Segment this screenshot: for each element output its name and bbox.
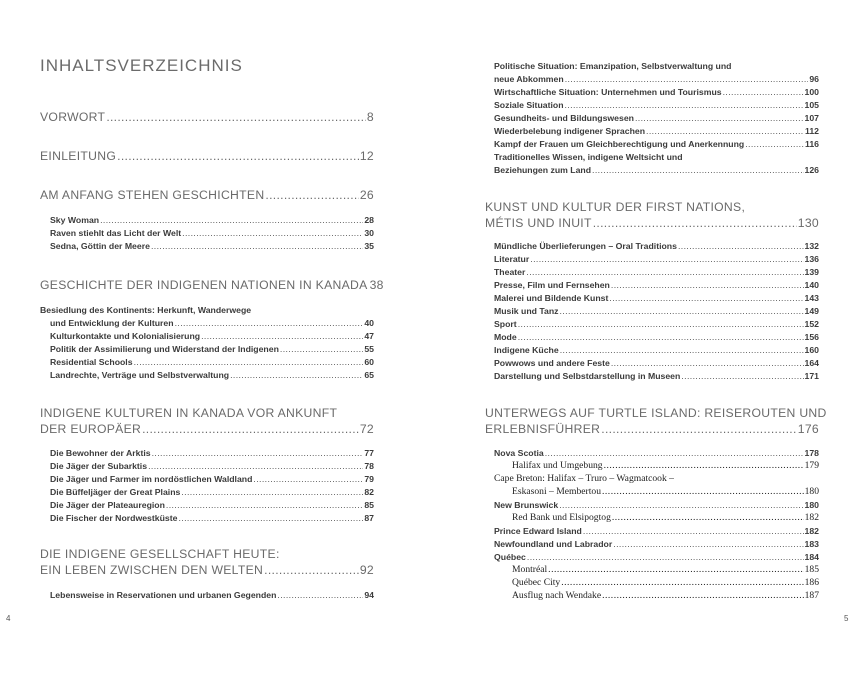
entry-page: 105: [804, 100, 819, 110]
toc-entry[interactable]: [494, 74, 819, 84]
entry-page: 136: [804, 254, 819, 264]
entry-page: 30: [364, 228, 374, 238]
entry-title: Prince Edward Island: [494, 526, 582, 536]
entry-page: 47: [364, 331, 374, 341]
entry-title: Powwows und andere Feste: [494, 358, 610, 368]
entry-page: 180: [804, 500, 819, 510]
toc-chapter[interactable]: [485, 422, 819, 436]
toc-entry[interactable]: [494, 526, 819, 536]
entry-page: 126: [804, 165, 819, 175]
toc-chapter[interactable]: [40, 422, 374, 436]
toc-entry[interactable]: [512, 486, 819, 497]
toc-entry[interactable]: [494, 87, 819, 97]
entry-title: Beziehungen zum Land: [494, 165, 592, 175]
entry-title: und Entwicklung der Kulturen: [50, 318, 174, 328]
toc-entry[interactable]: [494, 448, 819, 458]
entry-page: 183: [804, 539, 819, 549]
chapter-title-line1: UNTERWEGS AUF TURTLE ISLAND: REISEROUTEN UND: [485, 406, 827, 420]
toc-entry[interactable]: [494, 280, 819, 290]
entry-title: Die Büffeljäger der Great Plains: [50, 487, 181, 497]
chapter-title: AM ANFANG STEHEN GESCHICHTEN: [40, 188, 265, 202]
entry-title-line1: Politische Situation: Emanzipation, Selbstverwaltung und: [494, 61, 732, 71]
entry-title: Montréal: [512, 564, 548, 575]
page-number-right: 5: [844, 614, 849, 623]
toc-entry[interactable]: [50, 474, 374, 484]
toc-entry[interactable]: [50, 448, 374, 458]
entry-page: 164: [804, 358, 819, 368]
toc-entry[interactable]: [50, 370, 374, 380]
entry-page: 156: [804, 332, 819, 342]
toc-entry[interactable]: [494, 267, 819, 277]
entry-page: 28: [364, 215, 374, 225]
entry-page: 87: [364, 513, 374, 523]
entry-title: Sedna, Göttin der Meere: [50, 241, 150, 251]
toc-entry[interactable]: [50, 487, 374, 497]
entry-title-line1: Cape Breton: Halifax – Truro – Wagmatcook –: [494, 473, 674, 484]
entry-title: Presse, Film und Fernsehen: [494, 280, 610, 290]
toc-entry[interactable]: [494, 126, 819, 136]
entry-page: 140: [804, 280, 819, 290]
toc-entry[interactable]: [512, 564, 819, 575]
entry-title: Québec: [494, 552, 526, 562]
entry-title: neue Abkommen: [494, 74, 564, 84]
toc-entry[interactable]: [494, 500, 819, 510]
toc-entry[interactable]: [494, 293, 819, 303]
toc-entry[interactable]: [494, 241, 819, 251]
chapter-title-line1: INDIGENE KULTUREN IN KANADA VOR ANKUNFT: [40, 406, 338, 420]
entry-title: Landrechte, Verträge und Selbstverwaltung: [50, 370, 230, 380]
entry-page: 160: [804, 345, 819, 355]
toc-entry[interactable]: [494, 139, 819, 149]
chapter-page: 26: [359, 188, 374, 202]
chapter-page: 176: [797, 422, 819, 436]
entry-title: Lebensweise in Reservationen und urbanen Gegenden: [50, 590, 277, 600]
entry-title: Darstellung und Selbstdarstellung in Museen: [494, 371, 681, 381]
entry-page: 79: [364, 474, 374, 484]
toc-entry[interactable]: [494, 539, 819, 549]
entry-title: Mode: [494, 332, 517, 342]
entry-title: Nova Scotia: [494, 448, 544, 458]
toc-chapter[interactable]: [40, 149, 374, 163]
chapter-page: 72: [359, 422, 374, 436]
chapter-title-line1: DIE INDIGENE GESELLSCHAFT HEUTE:: [40, 547, 280, 561]
chapter-title: MÉTIS UND INUIT: [485, 216, 592, 230]
entry-page: 152: [804, 319, 819, 329]
toc-entry[interactable]: [494, 306, 819, 316]
toc-entry[interactable]: [50, 318, 374, 328]
chapter-title-line1: KUNST UND KULTUR DER FIRST NATIONS,: [485, 200, 746, 214]
toc-entry[interactable]: [50, 500, 374, 510]
entry-page: 149: [804, 306, 819, 316]
entry-page: 77: [364, 448, 374, 458]
entry-page: 94: [364, 590, 374, 600]
toc-entry[interactable]: [512, 512, 819, 523]
toc-entry[interactable]: [50, 344, 374, 354]
toc-entry[interactable]: [494, 254, 819, 264]
entry-title: Sport: [494, 319, 517, 329]
entry-title: Theater: [494, 267, 526, 277]
entry-title: Halifax und Umgebung: [512, 460, 603, 471]
toc-title: INHALTSVERZEICHNIS: [40, 56, 243, 75]
entry-title: Sky Woman: [50, 215, 100, 225]
toc-chapter[interactable]: [40, 110, 374, 124]
page-number-left: 4: [6, 614, 11, 623]
entry-title: Die Fischer der Nordwestküste: [50, 513, 178, 523]
entry-page: 85: [364, 500, 374, 510]
entry-title: Wiederbelebung indigener Sprachen: [494, 126, 646, 136]
chapter-page: 8: [366, 110, 374, 124]
entry-page: 185: [804, 564, 819, 575]
entry-title: Kulturkontakte und Kolonialisierung: [50, 331, 201, 341]
chapter-title: GESCHICHTE DER INDIGENEN NATIONEN IN KANADA: [40, 278, 368, 292]
entry-page: 182: [804, 526, 819, 536]
entry-page: 100: [804, 87, 819, 97]
toc-entry[interactable]: [494, 345, 819, 355]
entry-title: Soziale Situation: [494, 100, 564, 110]
chapter-page: 130: [797, 216, 819, 230]
entry-page: 182: [804, 512, 819, 523]
entry-title: Gesundheits- und Bildungswesen: [494, 113, 634, 123]
entry-page: 139: [804, 267, 819, 277]
toc-entry[interactable]: [50, 331, 374, 341]
entry-page: 65: [364, 370, 374, 380]
entry-page: 178: [804, 448, 819, 458]
toc-entry[interactable]: [494, 332, 819, 342]
chapter-title: DER EUROPÄER: [40, 422, 142, 436]
toc-entry[interactable]: [494, 165, 819, 175]
entry-title: Politik der Assimilierung und Widerstand der Indigenen: [50, 344, 279, 354]
entry-title: New Brunswick: [494, 500, 559, 510]
toc-chapter[interactable]: [40, 563, 374, 577]
entry-title: Kampf der Frauen um Gleichberechtigung und Anerkennung: [494, 139, 745, 149]
entry-title: Newfoundland und Labrador: [494, 539, 613, 549]
entry-title: Malerei und Bildende Kunst: [494, 293, 609, 303]
toc-entry[interactable]: [50, 513, 374, 523]
entry-page: 78: [364, 461, 374, 471]
entry-page: 35: [364, 241, 374, 251]
entry-title-line1: Besiedlung des Kontinents: Herkunft, Wanderwege: [40, 305, 252, 315]
toc-chapter[interactable]: [40, 278, 384, 292]
entry-page: 184: [804, 552, 819, 562]
entry-page: 187: [804, 590, 819, 601]
entry-page: 179: [804, 460, 819, 471]
chapter-title: VORWORT: [40, 110, 106, 124]
entry-title: Die Jäger der Subarktis: [50, 461, 148, 471]
entry-title: Eskasoni – Membertou: [512, 486, 601, 497]
toc-entry[interactable]: [494, 319, 819, 329]
entry-page: 82: [364, 487, 374, 497]
toc-chapter[interactable]: [40, 188, 374, 202]
toc-entry[interactable]: [512, 577, 819, 588]
entry-title: Mündliche Überlieferungen – Oral Traditions: [494, 241, 677, 251]
entry-page: 171: [804, 371, 819, 381]
entry-title: Die Jäger der Plateauregion: [50, 500, 165, 510]
entry-page: 55: [364, 344, 374, 354]
toc-entry[interactable]: [50, 215, 374, 225]
chapter-title: EINLEITUNG: [40, 149, 117, 163]
entry-page: 40: [364, 318, 374, 328]
entry-title: Die Jäger und Farmer im nordöstlichen Waldland: [50, 474, 253, 484]
entry-title: Wirtschaftliche Situation: Unternehmen und Tourismus: [494, 87, 722, 97]
entry-title: Québec City: [512, 577, 561, 588]
chapter-page: 92: [359, 563, 374, 577]
toc-entry[interactable]: [494, 552, 819, 562]
toc-entry[interactable]: [512, 460, 819, 471]
toc-chapter[interactable]: [485, 216, 819, 230]
toc-entry[interactable]: [50, 241, 374, 251]
entry-page: 186: [804, 577, 819, 588]
entry-page: 180: [804, 486, 819, 497]
toc-entry[interactable]: [512, 590, 819, 601]
entry-title: Die Bewohner der Arktis: [50, 448, 151, 458]
entry-page: 60: [364, 357, 374, 367]
toc-entry[interactable]: [50, 357, 374, 367]
toc-entry[interactable]: [50, 228, 374, 238]
entry-title: Residential Schools: [50, 357, 133, 367]
chapter-page: 12: [359, 149, 374, 163]
toc-entry[interactable]: [494, 371, 819, 381]
entry-page: 116: [804, 139, 819, 149]
entry-title: Indigene Küche: [494, 345, 559, 355]
toc-entry[interactable]: [494, 100, 819, 110]
toc-entry[interactable]: [50, 590, 374, 600]
entry-page: 96: [809, 74, 819, 84]
chapter-page: 38: [369, 278, 384, 292]
entry-page: 112: [804, 126, 819, 136]
chapter-title: EIN LEBEN ZWISCHEN DEN WELTEN: [40, 563, 264, 577]
entry-title: Ausflug nach Wendake: [512, 590, 602, 601]
toc-entry[interactable]: [494, 358, 819, 368]
toc-entry[interactable]: [50, 461, 374, 471]
entry-page: 107: [804, 113, 819, 123]
entry-page: 143: [804, 293, 819, 303]
chapter-title: ERLEBNISFÜHRER: [485, 422, 601, 436]
entry-title: Red Bank und Elsipogtog: [512, 512, 611, 523]
entry-title: Literatur: [494, 254, 530, 264]
entry-title-line1: Traditionelles Wissen, indigene Weltsicht und: [494, 152, 683, 162]
toc-entry[interactable]: [494, 113, 819, 123]
entry-title: Musik und Tanz: [494, 306, 559, 316]
entry-title: Raven stiehlt das Licht der Welt: [50, 228, 182, 238]
entry-page: 132: [804, 241, 819, 251]
